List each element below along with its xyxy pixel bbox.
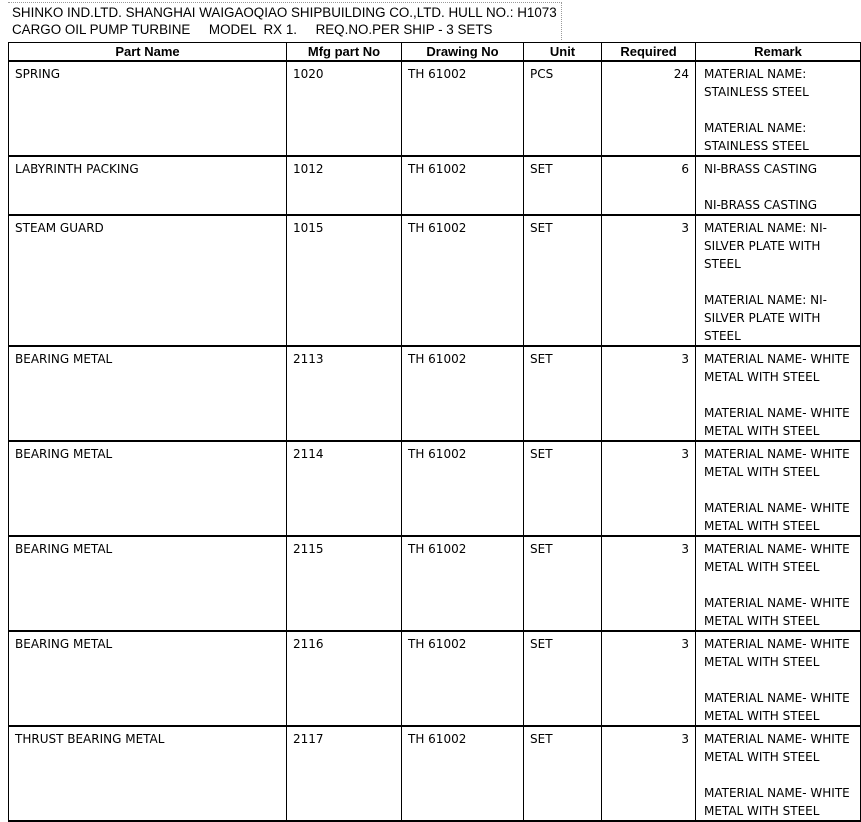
required-cell: 3	[602, 631, 696, 726]
unit-cell: SET	[524, 215, 602, 346]
drawing-no-cell: TH 61002	[402, 346, 524, 441]
part-name-cell: BEARING METAL	[9, 346, 287, 441]
mfg-part-no-cell: 2115	[287, 536, 402, 631]
drawing-no-cell: TH 61002	[402, 631, 524, 726]
table-row	[9, 726, 861, 821]
remark-gap	[704, 101, 856, 119]
required-cell: 6	[602, 156, 696, 215]
remark-cell	[696, 156, 861, 215]
remark-text: MATERIAL NAME- WHITE METAL WITH STEEL	[704, 447, 850, 479]
remark-text: MATERIAL NAME- WHITE METAL WITH STEEL	[704, 542, 850, 574]
remark-text: NI-BRASS CASTING	[704, 162, 818, 176]
table-row	[9, 215, 861, 346]
part-name-cell: BEARING METAL	[9, 441, 287, 536]
remark-text: MATERIAL NAME: NI-SILVER PLATE WITH STEEL	[704, 221, 827, 271]
part-name-cell: THRUST BEARING METAL	[9, 726, 287, 821]
table-row	[9, 631, 861, 726]
column-header-required: Required	[602, 43, 696, 62]
remark-gap	[704, 576, 856, 594]
remark-gap	[704, 766, 856, 784]
remark-gap	[704, 481, 856, 499]
remark-text: MATERIAL NAME- WHITE METAL WITH STEEL	[704, 786, 850, 818]
remark-text: MATERIAL NAME: STAINLESS STEEL	[704, 67, 809, 99]
mfg-part-no-cell: 1015	[287, 215, 402, 346]
remark-cell	[696, 631, 861, 726]
table-row	[9, 441, 861, 536]
mfg-part-no-cell: 1012	[287, 156, 402, 215]
required-cell: 3	[602, 346, 696, 441]
remark-text: MATERIAL NAME- WHITE METAL WITH STEEL	[704, 501, 850, 533]
part-name-cell: LABYRINTH PACKING	[9, 156, 287, 215]
mfg-part-no-cell: 1020	[287, 61, 402, 156]
mfg-part-no-cell: 2117	[287, 726, 402, 821]
table-row	[9, 61, 861, 156]
remark-cell	[696, 726, 861, 821]
mfg-part-no-cell: 2114	[287, 441, 402, 536]
part-name-cell: STEAM GUARD	[9, 215, 287, 346]
header-model-line: CARGO OIL PUMP TURBINE MODEL RX 1. REQ.NO.PER SHIP - 3 SETS	[12, 22, 493, 37]
remark-gap	[704, 273, 856, 291]
column-header-drawing-no: Drawing No	[402, 43, 524, 62]
remark-cell	[696, 61, 861, 156]
drawing-no-cell: TH 61002	[402, 441, 524, 536]
column-header-part-name: Part Name	[9, 43, 287, 62]
remark-cell	[696, 441, 861, 536]
remark-text: MATERIAL NAME- WHITE METAL WITH STEEL	[704, 352, 850, 384]
remark-text: MATERIAL NAME- WHITE METAL WITH STEEL	[704, 406, 850, 438]
remark-text: MATERIAL NAME: NI-SILVER PLATE WITH STEEL	[704, 293, 827, 343]
part-name-cell: SPRING	[9, 61, 287, 156]
unit-cell: SET	[524, 536, 602, 631]
mfg-part-no-cell: 2116	[287, 631, 402, 726]
unit-cell: SET	[524, 346, 602, 441]
remark-gap	[704, 178, 856, 196]
remark-cell	[696, 215, 861, 346]
required-cell: 24	[602, 61, 696, 156]
required-cell: 3	[602, 536, 696, 631]
unit-cell: SET	[524, 156, 602, 215]
drawing-no-cell: TH 61002	[402, 536, 524, 631]
column-header-unit: Unit	[524, 43, 602, 62]
remark-text: MATERIAL NAME- WHITE METAL WITH STEEL	[704, 732, 850, 764]
part-name-cell: BEARING METAL	[9, 536, 287, 631]
remark-text: MATERIAL NAME- WHITE METAL WITH STEEL	[704, 596, 850, 628]
remark-text: NI-BRASS CASTING	[704, 198, 818, 212]
unit-cell: PCS	[524, 61, 602, 156]
unit-cell: SET	[524, 441, 602, 536]
drawing-no-cell: TH 61002	[402, 156, 524, 215]
remark-text: MATERIAL NAME- WHITE METAL WITH STEEL	[704, 637, 850, 669]
required-cell: 3	[602, 215, 696, 346]
unit-cell: SET	[524, 726, 602, 821]
drawing-no-cell: TH 61002	[402, 215, 524, 346]
column-header-remark: Remark	[696, 43, 861, 62]
table-row	[9, 156, 861, 215]
drawing-no-cell: TH 61002	[402, 61, 524, 156]
remark-gap	[704, 671, 856, 689]
unit-cell: SET	[524, 631, 602, 726]
part-name-cell: BEARING METAL	[9, 631, 287, 726]
remark-text: MATERIAL NAME: STAINLESS STEEL	[704, 121, 809, 153]
table-row	[9, 536, 861, 631]
table-row	[9, 346, 861, 441]
drawing-no-cell: TH 61002	[402, 726, 524, 821]
column-header-mfg-part-no: Mfg part No	[287, 43, 402, 62]
mfg-part-no-cell: 2113	[287, 346, 402, 441]
required-cell: 3	[602, 726, 696, 821]
spare-parts-table	[8, 42, 861, 822]
header-company-line: SHINKO IND.LTD. SHANGHAI WAIGAOQIAO SHIPBUILDING CO.,LTD. HULL NO.: H1073	[12, 5, 557, 20]
remark-cell	[696, 346, 861, 441]
required-cell: 3	[602, 441, 696, 536]
remark-gap	[704, 386, 856, 404]
remark-text: MATERIAL NAME- WHITE METAL WITH STEEL	[704, 691, 850, 723]
remark-cell	[696, 536, 861, 631]
table-header-row	[9, 43, 861, 62]
